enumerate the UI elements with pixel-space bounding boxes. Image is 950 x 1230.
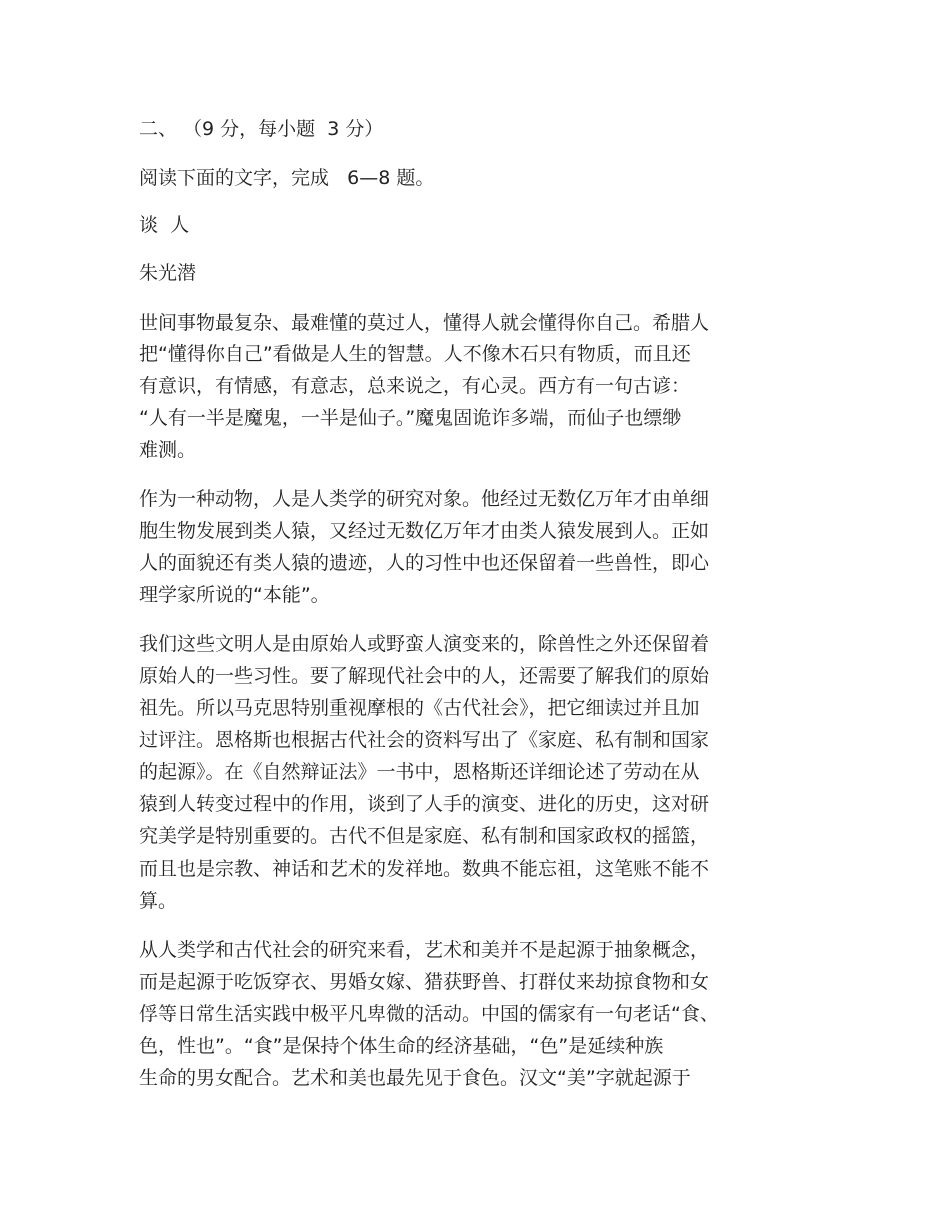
text-line: 祖先。所以马克思特别重视摩根的《古代社会》，把它细读过并且加 <box>139 697 700 719</box>
text-line: 究美学是特别重要的。古代不但是家庭、私有制和国家政权的摇篮， <box>139 825 710 847</box>
essay-author: 朱光潜 <box>139 262 197 284</box>
text-line: 难测。 <box>139 439 197 461</box>
text-line: “人有一半是魔鬼，一半是仙子。”魔鬼固诡诈多端，而仙子也缥缈 <box>139 407 682 429</box>
text-line: 色，性也”。“食”是保持个体生命的经济基础，“色”是延续种族 <box>139 1035 664 1057</box>
text-line: 猿到人转变过程中的作用，谈到了人手的演变、进化的历史，这对研 <box>139 793 710 815</box>
text-line: 原始人的一些习性。要了解现代社会中的人，还需要了解我们的原始 <box>139 665 710 687</box>
text-line: 作为一种动物，人是人类学的研究对象。他经过无数亿万年才由单细 <box>139 488 710 510</box>
text-line: 世间事物最复杂、最难懂的莫过人，懂得人就会懂得你自己。希腊人 <box>139 312 710 334</box>
text-line: 有意识，有情感，有意志，总来说之，有心灵。西方有一句古谚： <box>139 375 691 397</box>
text-line: 算。 <box>139 890 178 912</box>
text-line: 胞生物发展到类人猿，又经过无数亿万年才由类人猿发展到人。正如 <box>139 520 710 542</box>
text-line: 的起源》。在《自然辩证法》一书中，恩格斯还详细论述了劳动在从 <box>139 761 700 783</box>
text-line: 我们这些文明人是由原始人或野蛮人演变来的，除兽性之外还保留着 <box>139 633 710 655</box>
text-line: 人的面貌还有类人猿的遗迹，人的习性中也还保留着一些兽性，即心 <box>139 552 710 574</box>
text-line: 过评注。恩格斯也根据古代社会的资料写出了《家庭、私有制和国家 <box>139 729 710 751</box>
text-line: 俘等日常生活实践中极平凡卑微的活动。中国的儒家有一句老话“食、 <box>139 1003 719 1025</box>
text-line: 把“懂得你自己”看做是人生的智慧。人不像木石只有物质，而且还 <box>139 343 691 365</box>
text-line: 理学家所说的“本能”。 <box>139 584 330 606</box>
reading-instruction: 阅读下面的文字，完成 6—8 题。 <box>139 167 435 189</box>
essay-title: 谈 人 <box>139 214 190 236</box>
text-line: 从人类学和古代社会的研究来看，艺术和美并不是起源于抽象概念， <box>139 939 710 961</box>
text-line: 生命的男女配合。艺术和美也最先见于食色。汉文“美”字就起源于 <box>139 1067 691 1089</box>
text-line: 而且也是宗教、神话和艺术的发祥地。数典不能忘祖，这笔账不能不 <box>139 858 710 880</box>
text-line: 而是起源于吃饭穿衣、男婚女嫁、猎获野兽、打群仗来劫掠食物和女 <box>139 971 710 993</box>
section-heading: 二、 （9 分，每小题 3 分） <box>139 118 384 140</box>
